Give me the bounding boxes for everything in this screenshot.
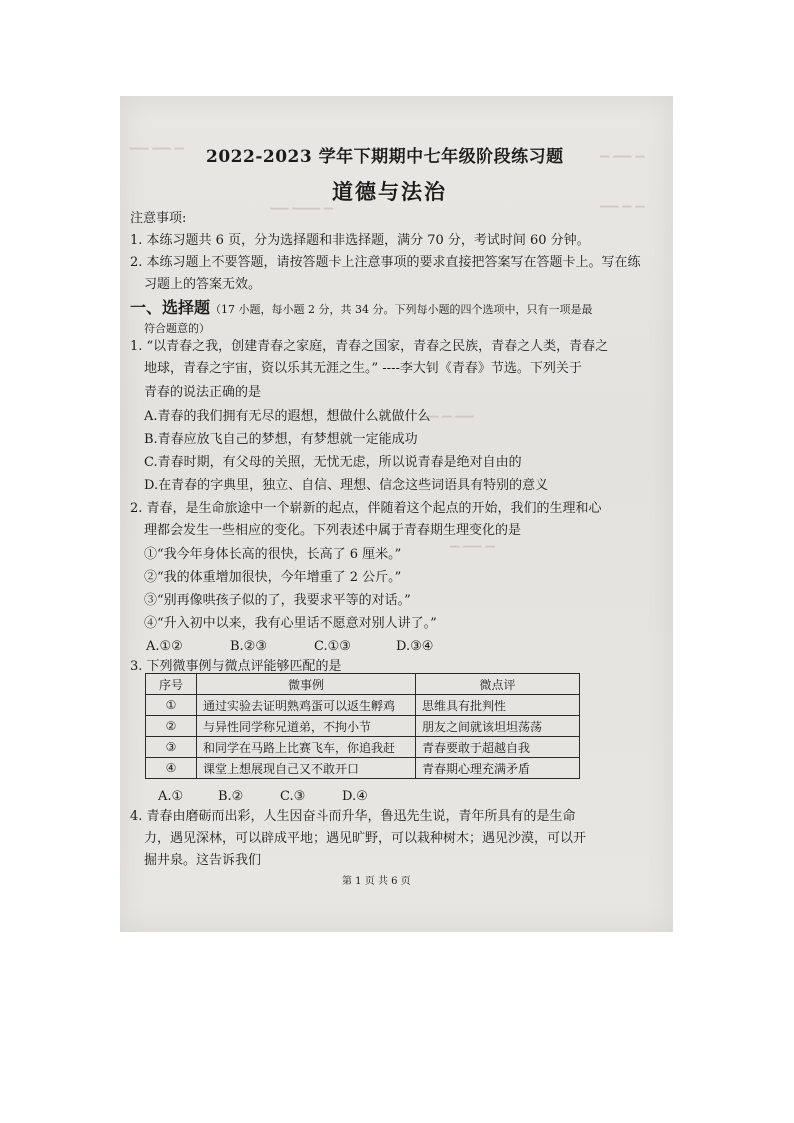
bleed-through-mark: ▔ ▔▔ ▔ (450, 546, 495, 560)
table-cell: 朋友之间就该坦坦荡荡 (416, 716, 580, 737)
table-cell: ① (146, 695, 197, 716)
exam-title: 2022-2023 学年下期期中七年级阶段练习题 (206, 147, 564, 167)
bleed-through-mark: ▔▔ ▔ ▔▔ (420, 416, 474, 430)
table-header: 序号 (146, 674, 197, 695)
table-header: 微事例 (197, 674, 416, 695)
table-cell: 课堂上想展现自己又不敢开口 (197, 758, 416, 779)
table-cell: 思维具有批判性 (416, 695, 580, 716)
notice-item: 习题上的答案无效。 (144, 277, 262, 292)
table-cell: 通过实验去证明熟鸡蛋可以返生孵鸡 (197, 695, 416, 716)
question-1-option-d: D.在青春的字典里，独立、自信、理想、信念这些词语具有特别的意义 (144, 478, 549, 493)
question-3-option-a: A.① (158, 789, 184, 804)
question-2-statement: ②“我的体重增加很快，今年增重了 2 公斤。” (144, 570, 402, 585)
question-3-option-b: B.② (218, 789, 244, 804)
bleed-through-mark: ▔▔ ▔▔▔ ▔ (270, 208, 333, 222)
table-row (146, 716, 580, 737)
table-cell: 与异性同学称兄道弟，不拘小节 (197, 716, 416, 737)
notice-item: 2. 本练习题上不要答题，请按答题卡上注意事项的要求直接把答案写在答题卡上。写在练 (130, 255, 641, 270)
notice-item: 1. 本练习题共 6 页，分为选择题和非选择题，满分 70 分，考试时间 60 分钟。 (130, 233, 590, 248)
question-1-stem: 地球，青春之宇宙，资以乐其无涯之生。” ----李大钊《青春》节选。下列关于 (144, 361, 582, 376)
bleed-through-mark: ▔▔ ▔ ▔ (600, 206, 645, 220)
question-4-stem: 4. 青春由磨砺而出彩，人生因奋斗而升华，鲁迅先生说，青年所具有的是生命 (130, 809, 576, 824)
question-2-statement: ①“我今年身体长高的很快，长高了 6 厘米。” (144, 547, 402, 562)
question-2-stem: 理都会发生一些相应的变化。下列表述中属于青春期生理变化的是 (144, 523, 522, 538)
question-1-option-a: A.青春的我们拥有无尽的遐想，想做什么就做什么 (144, 409, 431, 424)
table-row (146, 695, 580, 716)
section-description: 符合题意的） (144, 322, 210, 335)
question-2-option-b: B.②③ (230, 639, 267, 654)
question-2-option-c: C.①③ (314, 639, 351, 654)
bleed-through-mark: ▔ ▔▔ ▔ (600, 156, 645, 170)
question-2-statement: ③“别再像哄孩子似的了，我要求平等的对话。” (144, 593, 411, 608)
question-1-option-b: B.青春应放飞自己的梦想，有梦想就一定能成功 (144, 432, 418, 447)
table-header: 微点评 (416, 674, 580, 695)
section-title: 一、选择题 (130, 298, 211, 317)
question-3-stem: 3. 下列微事例与微点评能够匹配的是 (130, 659, 342, 674)
question-4-stem: 力，遇见深林，可以辟成平地；遇见旷野，可以栽种树木；遇见沙漠，可以开 (144, 831, 587, 846)
notice-heading: 注意事项: (130, 211, 187, 226)
subject-title: 道德与法治 (332, 179, 447, 204)
question-4-stem: 掘井泉。这告诉我们 (144, 853, 262, 868)
question-3-table (145, 673, 580, 779)
exam-paper-photo (120, 96, 673, 932)
table-header-row (146, 674, 580, 695)
table-row (146, 737, 580, 758)
table-cell: 和同学在马路上比赛飞车，你追我赶 (197, 737, 416, 758)
question-2-statement: ④“升入初中以来，我有心里话不愿意对别人讲了。” (144, 616, 437, 631)
question-1-stem: 青春的说法正确的是 (144, 385, 262, 400)
question-3-option-d: D.④ (342, 789, 368, 804)
table-cell: 青春期心理充满矛盾 (416, 758, 580, 779)
question-3-option-c: C.③ (280, 789, 306, 804)
question-2-option-a: A.①② (146, 639, 183, 654)
table-cell: ③ (146, 737, 197, 758)
bleed-through-mark: ▔▔ ▔▔ ▔ (130, 148, 184, 162)
question-2-option-d: D.③④ (396, 639, 434, 654)
question-2-stem: 2. 青春，是生命旅途中一个崭新的起点，伴随着这个起点的开始，我们的生理和心 (130, 501, 602, 516)
table-cell: ② (146, 716, 197, 737)
question-1-stem: 1. “以青春之我，创建青春之家庭，青春之国家，青春之民族，青春之人类，青春之 (130, 339, 609, 354)
page-footer: 第 1 页 共 6 页 (342, 876, 411, 887)
table-cell: 青春要敢于超越自我 (416, 737, 580, 758)
question-1-option-c: C.青春时期，有父母的关照，无忧无虑，所以说青春是绝对自由的 (144, 455, 522, 470)
section-description: （17 小题，每小题 2 分，共 34 分。下列每小题的四个选项中，只有一项是最 (210, 303, 593, 316)
section-heading (130, 295, 593, 318)
table-cell: ④ (146, 758, 197, 779)
table-row (146, 758, 580, 779)
